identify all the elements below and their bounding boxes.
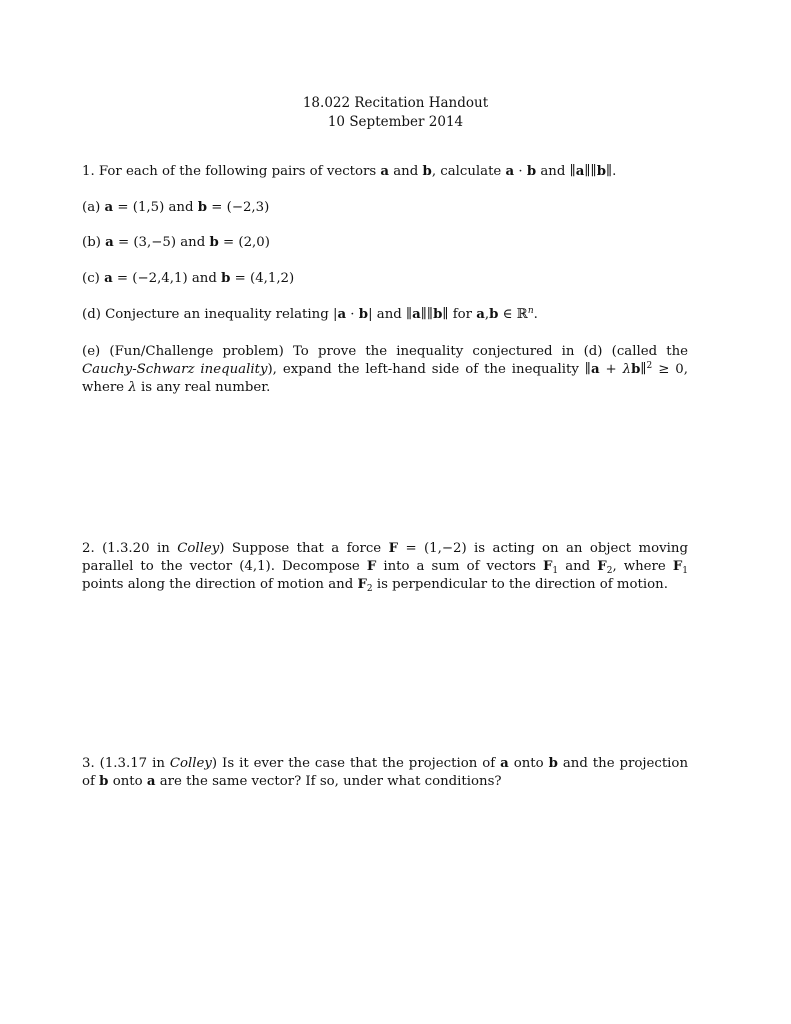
handout-date: 10 September 2014 (327, 114, 464, 130)
problem-1-part-e: (e) (Fun/Challenge problem) To prove the inequality conjectured in (d) (called the Cauchy-Schwarz inequality), expand the left-hand side of the inequality ∥a + λb∥$^2$ ≥ 0, where λ is any real number. (82, 344, 688, 395)
problem-2: 2. (1.3.20 in Colley) Suppose that a force F = (1,−2) is acting on an object moving parallel to the vector (4,1). Decompose F into a sum of vectors $F_1$ and $F_2$, where $F_1$ points along the direction of motion and $F_2$ is perpendicular to the direction of motion. (82, 541, 689, 594)
problem-1-part-a: (a) a = (1,5) and b = (−2,3) (82, 200, 270, 215)
problem-1-intro: 1. For each of the following pairs of vectors a and b, calculate a · b and ∥a∥∥b∥. (82, 164, 617, 179)
problem-1-part-b: (b) a = (3,−5) and b = (2,0) (82, 235, 270, 250)
problem-3: 3. (1.3.17 in Colley) Is it ever the case that the projection of a onto b and the projection of b onto a are the same vector? If so, under what conditions? (82, 756, 689, 789)
course-title: 18.022 Recitation Handout (302, 95, 489, 111)
problem-1-part-c: (c) a = (−2,4,1) and b = (4,1,2) (82, 271, 295, 286)
problem-1-part-d: (d) Conjecture an inequality relating |a · b| and ∥a∥∥b∥ for a,b ∈ ℝ$^n$. (82, 306, 538, 322)
handout-header (0, 94, 791, 132)
